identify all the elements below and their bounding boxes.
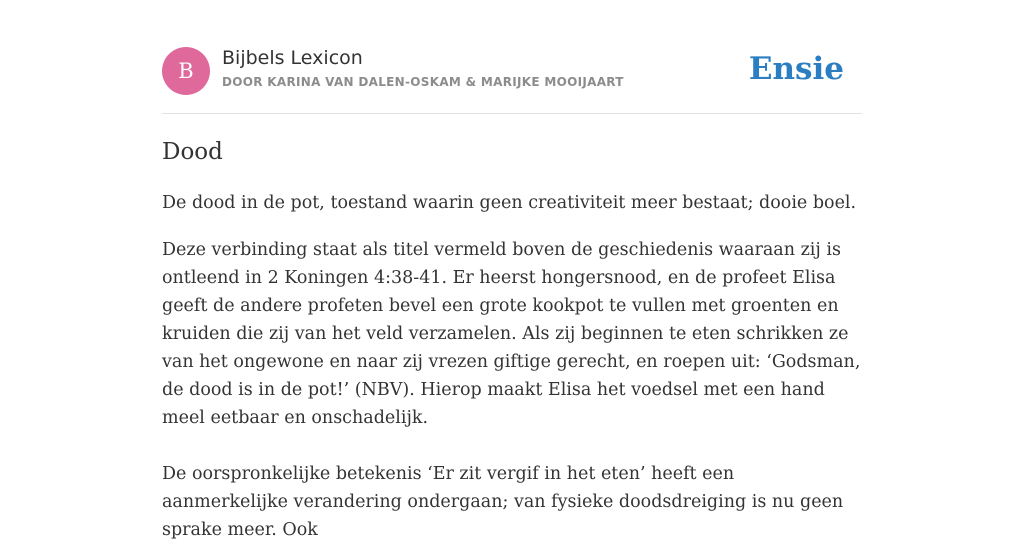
book-avatar[interactable]: B: [162, 47, 210, 95]
entry-body: Deze verbinding staat als titel vermeld boven de geschiedenis waaraan zij is ontleend in 2 Koningen 4:38-41. Er heerst hongersnood, en de profeet Elisa geeft de andere profeten bevel een grote kookpot te vullen met groenten en kruiden die zij van het veld verzamelen. Als zij beginnen te eten schrikken ze van het ongewone en naar zij vrezen giftige gerecht, en roepen uit: ‘Godsman, de dood is in de pot!’ (NBV). Hierop maakt Elisa het voedsel met een hand meel eetbaar en onschadelijk. De oorspronkelijke betekenis ‘Er zit vergif in het eten’ heeft een aanmerkelijke verandering ondergaan; van fysieke doodsdreiging is nu geen sprake meer. Ook: [162, 240, 861, 540]
entry-definition: De dood in de pot, toestand waarin geen creativiteit meer bestaat; dooie boel.: [162, 193, 857, 213]
book-title[interactable]: Bijbels Lexicon: [222, 47, 363, 69]
book-authors: DOOR KARINA VAN DALEN-OSKAM & MARIJKE MOOIJAART: [222, 75, 624, 89]
header-divider: [162, 113, 862, 114]
book-header: [162, 46, 862, 96]
entry-title: Dood: [162, 139, 223, 165]
ensie-logo[interactable]: Ensie: [748, 51, 844, 87]
article: [162, 137, 862, 544]
